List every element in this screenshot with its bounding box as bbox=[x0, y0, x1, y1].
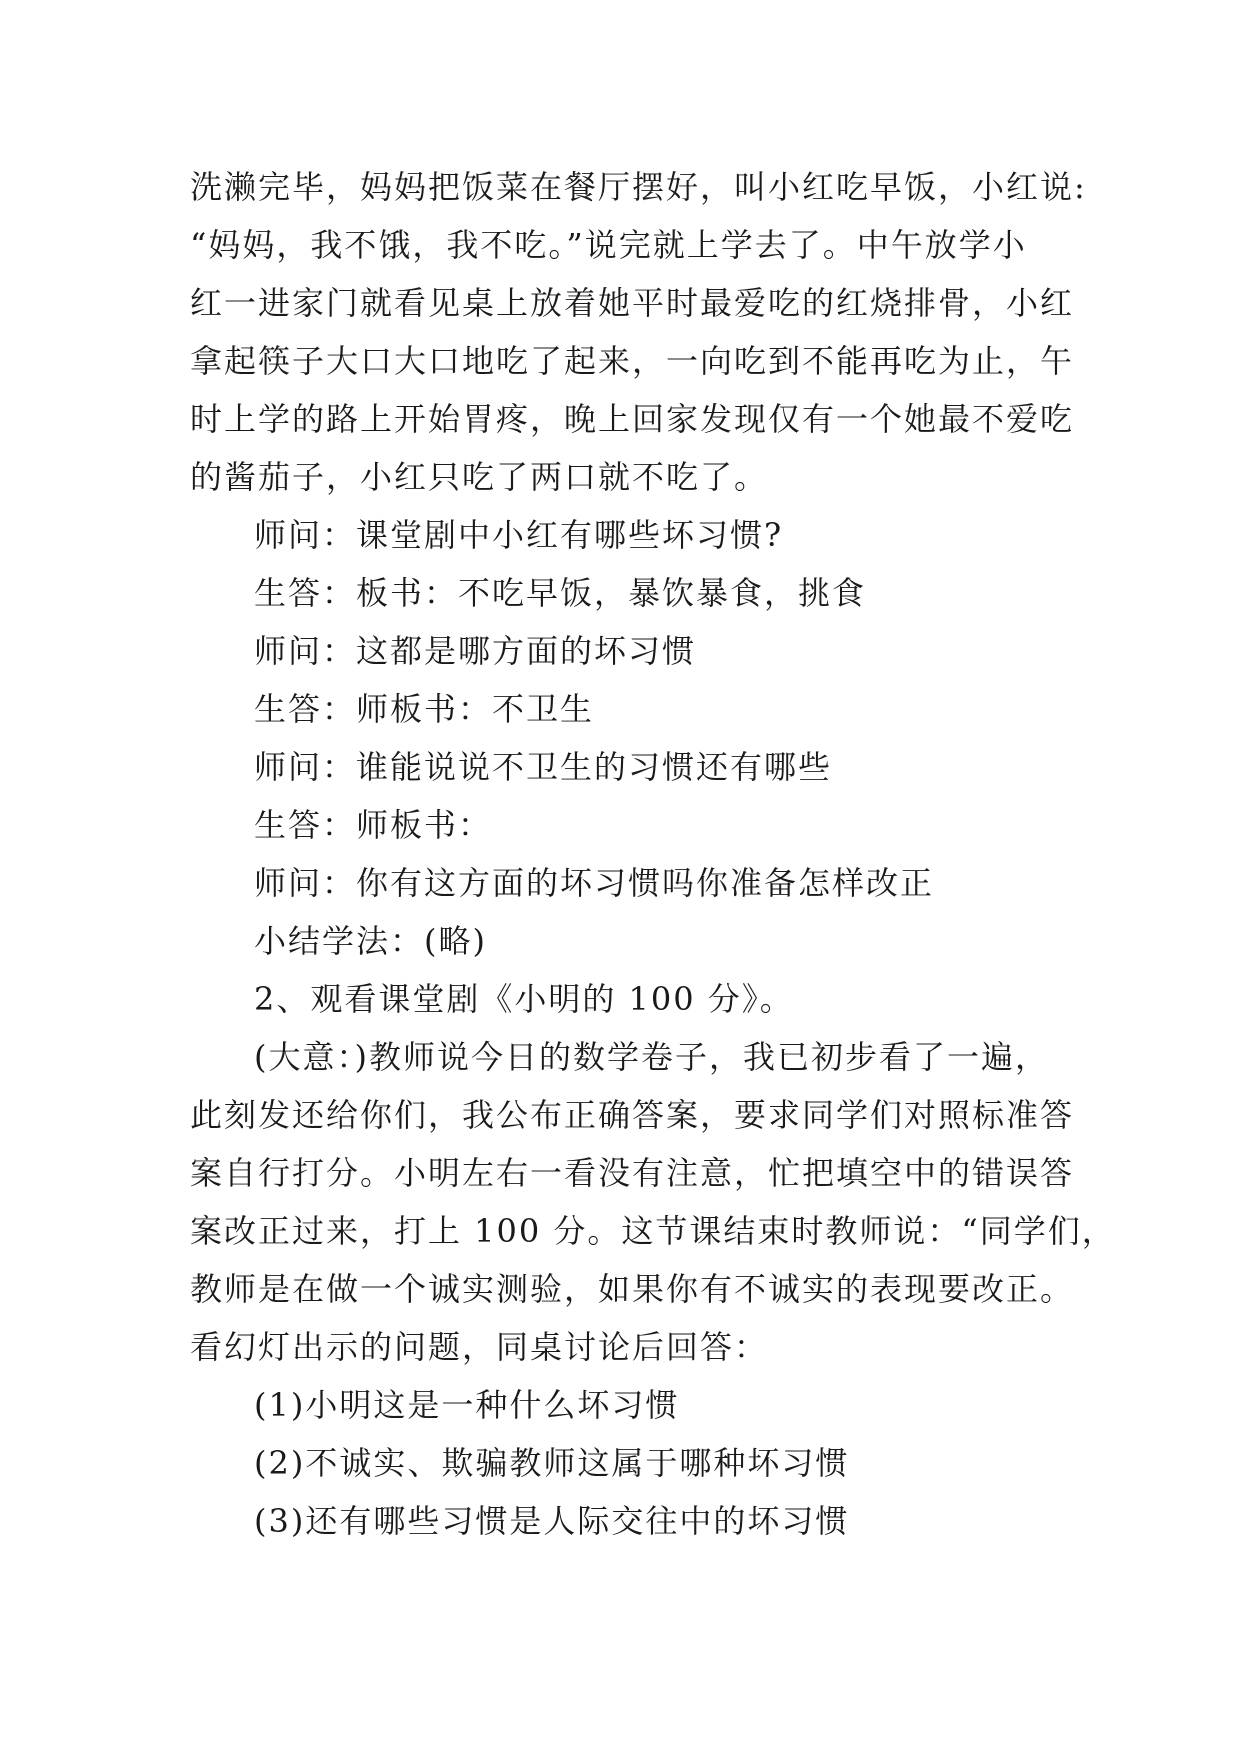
text-line: 师问：你有这方面的坏习惯吗你准备怎样改正 bbox=[254, 864, 935, 902]
text-line: 红一进家门就看见桌上放着她平时最爱吃的红烧排骨，小红 bbox=[190, 284, 1075, 322]
text-line: 教师是在做一个诚实测验，如果你有不诚实的表现要改正。 bbox=[190, 1270, 1075, 1308]
text-line: 生答：师板书：不卫生 bbox=[254, 690, 595, 728]
text-line: 2、观看课堂剧《小明的 100 分》。 bbox=[254, 980, 794, 1018]
text-line: 师问：课堂剧中小红有哪些坏习惯? bbox=[254, 516, 784, 554]
text-line: 生答：师板书： bbox=[254, 806, 493, 844]
text-line: 案自行打分。小明左右一看没有注意，忙把填空中的错误答 bbox=[190, 1154, 1075, 1192]
text-line: 此刻发还给你们，我公布正确答案，要求同学们对照标准答 bbox=[190, 1096, 1075, 1134]
text-line: 看幻灯出示的问题，同桌讨论后回答： bbox=[190, 1328, 769, 1366]
text-line: “妈妈，我不饿，我不吃。”说完就上学去了。中午放学小 bbox=[190, 226, 1027, 264]
text-line: 时上学的路上开始胃疼，晚上回家发现仅有一个她最不爱吃 bbox=[190, 400, 1075, 438]
text-line: 的酱茄子，小红只吃了两口就不吃了。 bbox=[190, 458, 769, 496]
text-line: 拿起筷子大口大口地吃了起来，一向吃到不能再吃为止，午 bbox=[190, 342, 1075, 380]
text-line: 师问：这都是哪方面的坏习惯 bbox=[254, 632, 697, 670]
text-line: (1)小明这是一种什么坏习惯 bbox=[254, 1386, 680, 1424]
text-line: 师问：谁能说说不卫生的习惯还有哪些 bbox=[254, 748, 833, 786]
text-line: 小结学法：(略) bbox=[254, 922, 487, 960]
text-line: (3)还有哪些习惯是人际交往中的坏习惯 bbox=[254, 1502, 850, 1540]
text-line: 洗濑完毕，妈妈把饭菜在餐厅摆好，叫小红吃早饭，小红说: bbox=[190, 168, 1087, 206]
text-line: (大意：)教师说今日的数学卷子，我已初步看了一遍， bbox=[254, 1038, 1049, 1076]
text-line: (2)不诚实、欺骗教师这属于哪种坏习惯 bbox=[254, 1444, 850, 1482]
text-line: 生答：板书：不吃早饭，暴饮暴食，挑食 bbox=[254, 574, 867, 612]
document-body bbox=[190, 158, 1116, 1550]
text-line: 案改正过来，打上 100 分。这节课结束时教师说：“同学们， bbox=[190, 1212, 1116, 1250]
